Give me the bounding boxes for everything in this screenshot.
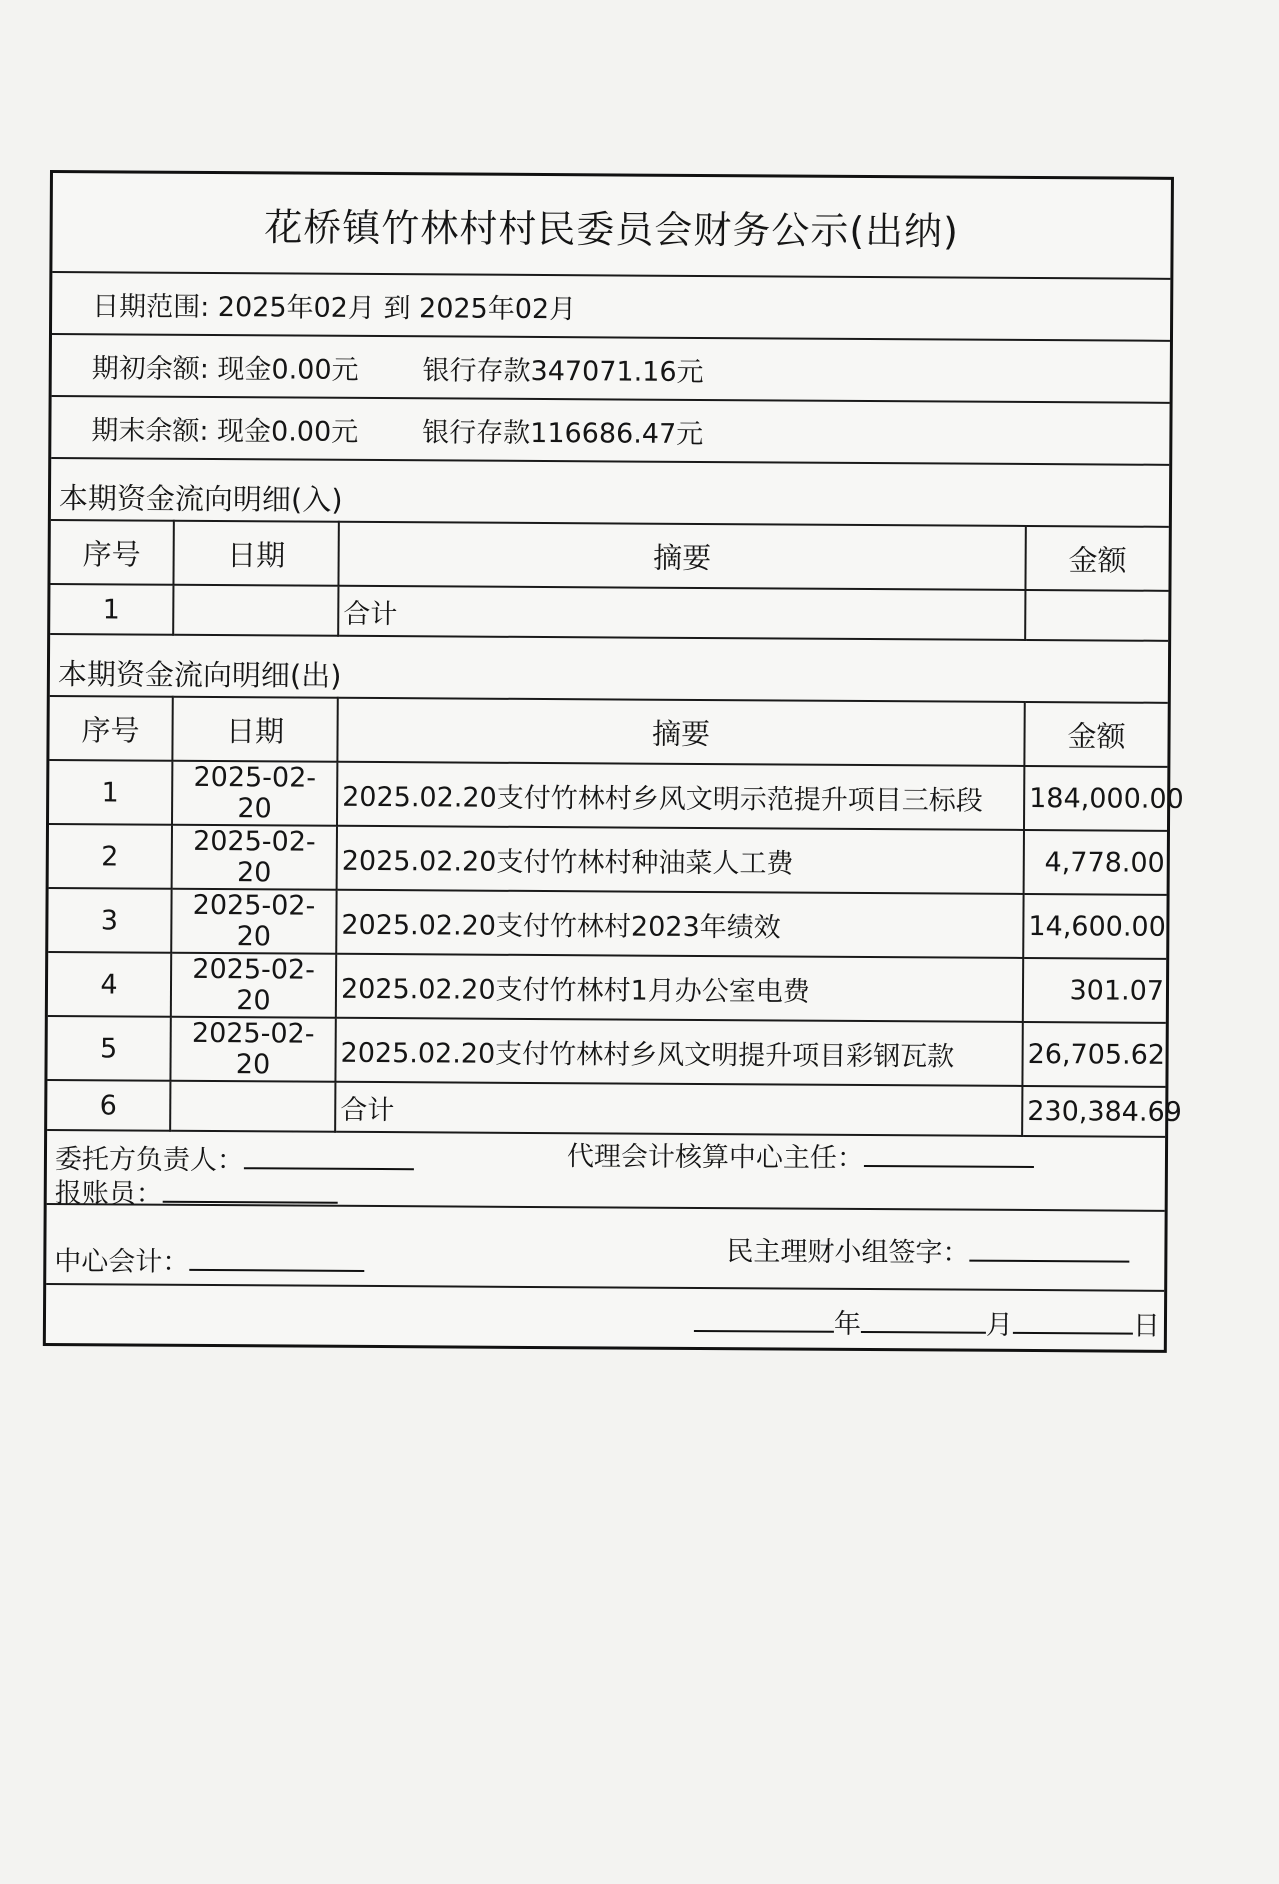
row-no: 3	[48, 888, 171, 953]
opening-balance	[52, 335, 1170, 404]
finance-group-label: 民主理财小组签字：	[726, 1236, 970, 1269]
income-header-row	[50, 520, 1168, 591]
day-line	[1013, 1331, 1133, 1335]
col-date: 日期	[172, 697, 337, 762]
signature-line	[163, 1200, 338, 1204]
date-block	[46, 1285, 1164, 1350]
table-row	[50, 584, 1168, 641]
opening-cash: 期初余额: 现金0.00元	[91, 352, 359, 386]
row-desc: 2025.02.20支付竹林村2023年绩效	[336, 890, 1023, 958]
client-head-label: 委托方负责人：	[54, 1144, 245, 1177]
month-label: 月	[985, 1309, 1014, 1341]
table-row	[48, 952, 1166, 1023]
row-date	[173, 585, 338, 636]
row-amount	[1025, 590, 1168, 641]
agency-director-sign	[567, 1134, 1034, 1176]
table-row	[49, 760, 1167, 831]
row-no: 5	[47, 1016, 170, 1081]
year-line	[694, 1329, 834, 1333]
col-desc: 摘要	[338, 522, 1025, 590]
center-accountant-sign	[54, 1239, 364, 1280]
year-label: 年	[833, 1308, 862, 1340]
closing-bank: 银行存款116686.47元	[422, 416, 704, 450]
row-amount: 4,778.00	[1024, 830, 1167, 895]
row-desc: 合计	[338, 586, 1025, 640]
row-desc: 2025.02.20支付竹林村1月办公室电费	[336, 954, 1023, 1022]
table-row	[47, 1080, 1165, 1137]
row-no: 4	[48, 952, 171, 1017]
row-date: 2025-02-20	[172, 825, 337, 890]
signature-line	[244, 1166, 414, 1170]
signature-block-1	[47, 1131, 1165, 1212]
closing-balance	[51, 397, 1169, 466]
row-amount: 14,600.00	[1023, 894, 1166, 959]
center-accountant-label: 中心会计：	[54, 1246, 190, 1278]
signature-block-2	[46, 1205, 1164, 1292]
income-table	[50, 519, 1169, 642]
row-no: 6	[47, 1080, 170, 1131]
row-no: 1	[50, 584, 173, 635]
day-label: 日	[1132, 1310, 1161, 1342]
table-row	[47, 1016, 1165, 1087]
finance-group-sign	[726, 1229, 1129, 1270]
row-desc: 2025.02.20支付竹林村种油菜人工费	[337, 826, 1024, 894]
col-date: 日期	[173, 521, 338, 586]
month-line	[861, 1330, 986, 1334]
bookkeeper-label: 报账员：	[54, 1178, 163, 1210]
closing-cash: 期末余额: 现金0.00元	[91, 414, 359, 448]
row-amount: 301.07	[1023, 958, 1166, 1023]
row-amount: 230,384.69	[1022, 1086, 1165, 1137]
row-no: 2	[49, 824, 172, 889]
signature-line	[864, 1164, 1034, 1168]
col-no: 序号	[49, 696, 172, 761]
row-desc: 2025.02.20支付竹林村乡风文明示范提升项目三标段	[337, 762, 1024, 830]
row-amount: 26,705.62	[1022, 1022, 1165, 1087]
row-date	[170, 1081, 335, 1132]
row-amount: 184,000.00	[1024, 766, 1167, 831]
expense-heading: 本期资金流向明细(出)	[57, 657, 342, 693]
opening-bank: 银行存款347071.16元	[422, 354, 704, 388]
table-row	[48, 888, 1166, 959]
row-date: 2025-02-20	[171, 889, 336, 954]
form-title: 花桥镇竹林村村民委员会财务公示(出纳)	[52, 173, 1171, 280]
row-date: 2025-02-20	[172, 761, 337, 826]
income-heading: 本期资金流向明细(入)	[58, 481, 343, 517]
finance-disclosure-form	[43, 170, 1184, 1353]
col-desc: 摘要	[337, 698, 1024, 766]
row-desc: 合计	[335, 1082, 1022, 1136]
col-amount: 金额	[1024, 702, 1167, 767]
sign-date	[694, 1301, 1160, 1343]
row-date: 2025-02-20	[171, 953, 336, 1018]
col-no: 序号	[50, 520, 173, 585]
col-amount: 金额	[1025, 526, 1168, 591]
date-range: 日期范围: 2025年02月 到 2025年02月	[52, 273, 1170, 342]
expense-table	[47, 695, 1184, 1138]
row-date: 2025-02-20	[170, 1017, 335, 1082]
agency-director-label: 代理会计核算中心主任：	[566, 1141, 865, 1174]
signature-line	[189, 1268, 364, 1272]
row-no: 1	[49, 760, 172, 825]
row-desc: 2025.02.20支付竹林村乡风文明提升项目彩钢瓦款	[335, 1018, 1022, 1086]
table-row	[49, 824, 1167, 895]
expense-header-row	[49, 696, 1167, 767]
signature-line	[969, 1259, 1129, 1263]
